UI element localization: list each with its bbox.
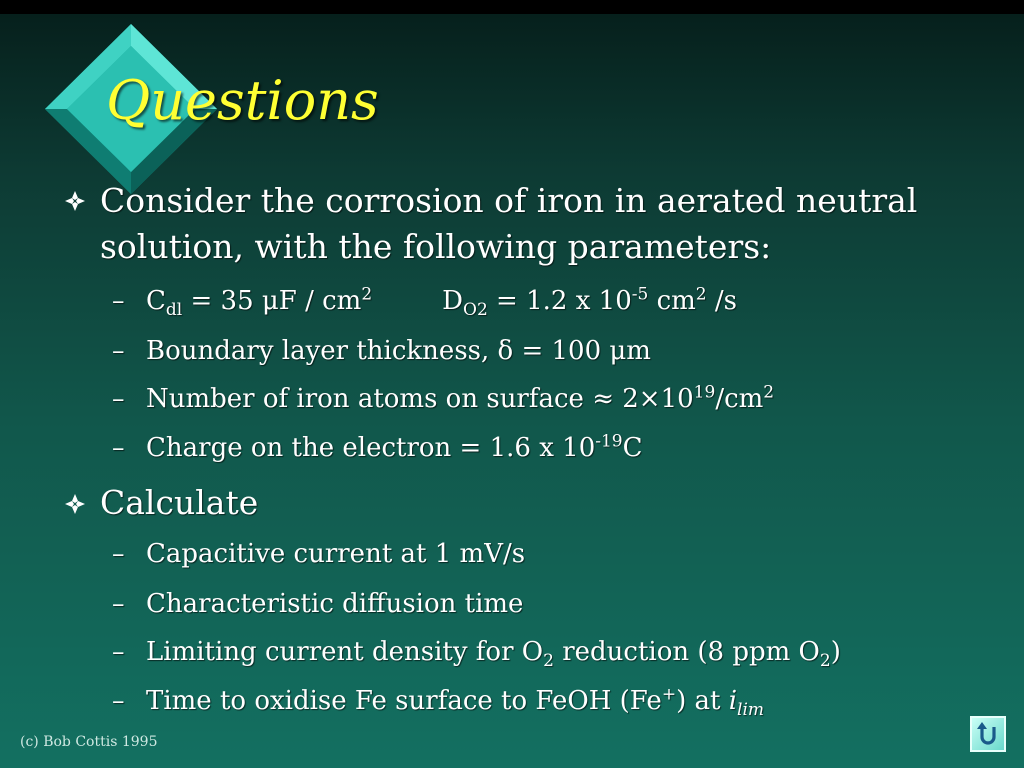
- dash-marker: –: [112, 589, 125, 618]
- dash-marker: –: [112, 637, 125, 666]
- task-limiting-current: Limiting current density for $O_2$ reduction (8 ppm $O_2$): [146, 637, 841, 672]
- dash-marker: –: [112, 286, 125, 315]
- slide-title: Questions: [106, 69, 379, 132]
- diamond-bullet-icon: [64, 190, 86, 212]
- task-diffusion-time: Characteristic diffusion time: [146, 589, 524, 619]
- dash-marker: –: [112, 433, 125, 462]
- dash-marker: –: [112, 539, 125, 568]
- return-button[interactable]: [970, 716, 1006, 752]
- diamond-bullet-icon: [64, 493, 86, 515]
- dash-marker: –: [112, 384, 125, 413]
- return-arrow-icon: [975, 721, 1001, 747]
- dash-marker: –: [112, 336, 125, 365]
- param-electron-charge: Charge on the electron = 1.6 x $10^{-19}C$: [146, 431, 643, 463]
- bullet-calculate: Calculate: [100, 483, 259, 522]
- copyright-footer: (c) Bob Cottis 1995: [20, 734, 158, 750]
- param-boundary-layer: Boundary layer thickness, δ = 100 μm: [146, 336, 651, 366]
- task-oxidise-time: Time to oxidise Fe surface to FeOH (Fe+) at $i_{lim}$: [146, 684, 765, 721]
- param-iron-atoms: Number of iron atoms on surface ≈ $2\times 10^{19}/cm^2$: [146, 382, 775, 414]
- task-capacitive-current: Capacitive current at 1 mV/s: [146, 539, 526, 569]
- dash-marker: –: [112, 686, 125, 715]
- param-capacitance-diffusivity: $C_{dl} = 35$ μF / $cm^2$ $D_{O2} = 1.2$ x $10^{-5}$ $cm^2$ /s: [146, 284, 737, 321]
- bullet-consider: Consider the corrosion of iron in aerated neutral solution, with the following parameters:: [100, 181, 918, 266]
